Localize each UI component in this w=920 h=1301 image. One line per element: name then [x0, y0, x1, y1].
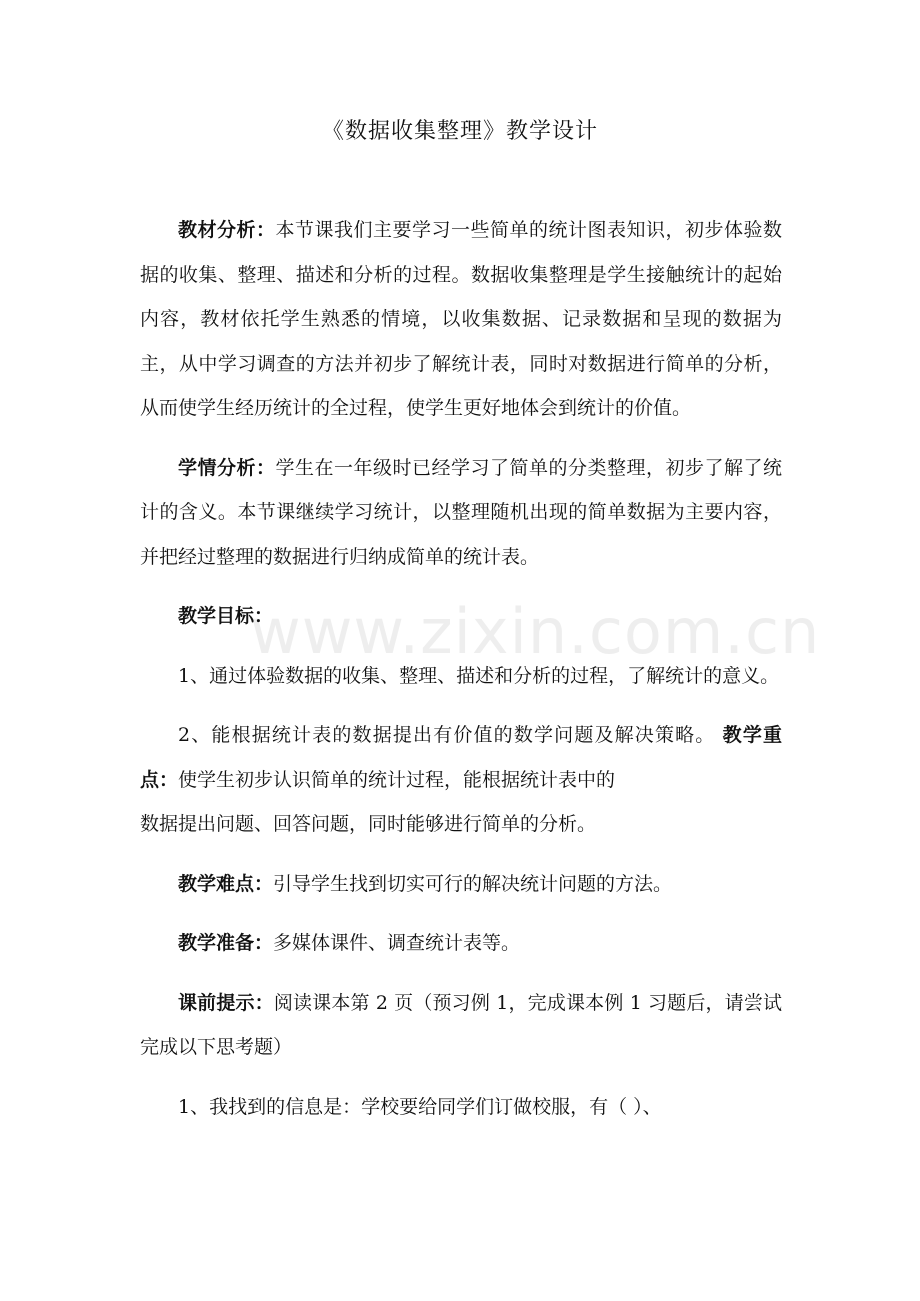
teaching-difficulty-paragraph [140, 862, 782, 907]
goal-1-paragraph: 1、通过体验数据的收集、整理、描述和分析的过程，了解统计的意义。 [178, 664, 780, 687]
preview-tip-paragraph [140, 981, 782, 1070]
watermark: www.zixin.com.cn [250, 595, 821, 668]
teaching-prep-label: 教学准备： [178, 932, 274, 954]
teaching-difficulty-label: 教学难点： [178, 872, 274, 895]
teaching-key-label: 教学重点： [140, 724, 782, 791]
teaching-prep-text: 多媒体课件、调查统计表等。 [273, 932, 521, 954]
document-body [140, 208, 821, 1144]
student-analysis-paragraph [140, 446, 782, 580]
teaching-key-continuation: 数据提出问题、回答问题，同时能够进行简单的分析。 [140, 813, 597, 835]
teaching-prep-paragraph [140, 921, 782, 966]
goal-2-text: 2、能根据统计表的数据提出有价值的数学问题及解决策略。 [178, 724, 716, 746]
preview-tip-label: 课前提示： [178, 991, 274, 1014]
teaching-goals-label: 教学目标： [178, 605, 274, 627]
material-analysis-paragraph [140, 208, 782, 431]
document-title: 《数据收集整理》教学设计 [321, 119, 598, 144]
student-analysis-text: 学生在一年级时已经学习了简单的分类整理，初步了解了统计的含义。本节课继续学习统计，以整理随机出现的简单数据为主要内容，并把经过整理的数据进行归纳成简单的统计表。 [140, 456, 782, 568]
question-1-paragraph: 1、我找到的信息是：学校要给同学们订做校服，有（ ）、 [178, 1095, 662, 1118]
teaching-goals-heading [140, 594, 782, 639]
material-analysis-label: 教材分析： [178, 219, 276, 241]
goal-2-paragraph [140, 713, 782, 802]
student-analysis-label: 学情分析： [178, 456, 276, 479]
teaching-key-text: 使学生初步认识简单的统计过程，能根据统计表中的 [178, 768, 616, 791]
preview-tip-text: 阅读课本第 2 页（预习例 1，完成课本例 1 习题后，请尝试完成以下思考题） [140, 991, 782, 1058]
material-analysis-text: 本节课我们主要学习一些简单的统计图表知识，初步体验数据的收集、整理、描述和分析的过程。数据收集整理是学生接触统计的起始内容，教材依托学生熟悉的情境，以收集数据、记录数据和呈现的数据为主，从中学习调查的方法并初步了解统计表，同时对数据进行简单的分析，从而使学生经历统计的全过程，使学生更好地体会到统计的价值。 [140, 219, 782, 419]
teaching-difficulty-text: 引导学生找到切实可行的解决统计问题的方法。 [273, 872, 673, 895]
